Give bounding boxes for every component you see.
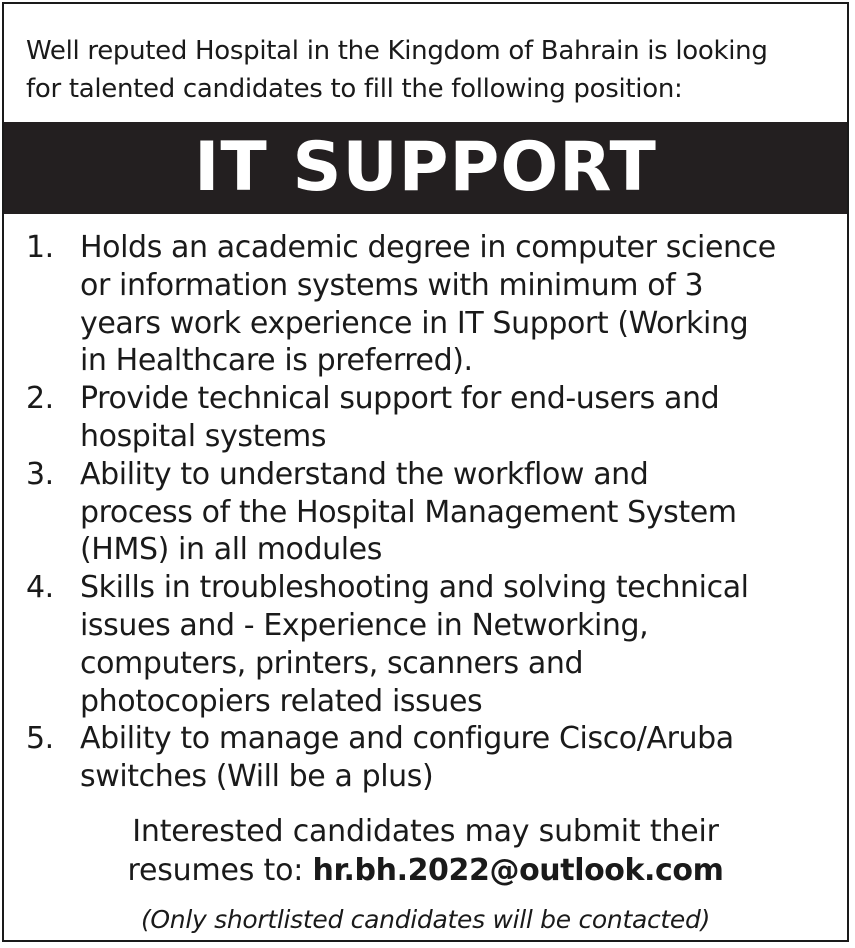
requirement-text: Ability to understand the workflow and process of the Hospital Management System (HMS) in all modules — [80, 456, 737, 568]
requirement-number: 3. — [26, 456, 54, 492]
requirement-number: 5. — [26, 721, 54, 757]
list-item — [26, 720, 841, 796]
contact-email-link[interactable]: hr.bh.2022@outlook.com — [312, 853, 724, 888]
contact-line-1: Interested candidates may submit their — [132, 814, 719, 849]
requirement-number: 1. — [26, 230, 54, 265]
shortlist-note: (Only shortlisted candidates will be contacted) — [140, 905, 711, 934]
contact-prefix: resumes to: — [127, 853, 304, 888]
requirements-list — [26, 229, 841, 796]
contact-line-2 — [4, 851, 847, 890]
list-item — [26, 456, 841, 569]
requirement-text: Holds an academic degree in computer science or information systems with minimum of 3 years work experience in IT Support (Working in Healthcare is preferred). — [80, 230, 776, 379]
position-title: IT SUPPORT — [194, 128, 657, 207]
requirement-text: Ability to manage and configure Cisco/Aruba switches (Will be a plus) — [80, 721, 734, 795]
intro-line-2: for talented candidates to fill the following position: — [26, 74, 683, 104]
requirement-text: Skills in troubleshooting and solving technical issues and - Experience in Networking, computers, printers, scanners and photocopiers related issues — [80, 570, 749, 719]
list-item — [26, 380, 841, 456]
list-item — [26, 569, 841, 720]
position-title-banner — [4, 122, 847, 214]
contact-block — [4, 812, 847, 890]
intro-line-1: Well reputed Hospital in the Kingdom of Bahrain is looking — [26, 36, 768, 66]
requirement-text: Provide technical support for end-users and hospital systems — [80, 381, 720, 454]
list-item — [26, 229, 841, 380]
requirement-number: 4. — [26, 570, 54, 606]
job-advertisement — [2, 2, 849, 942]
requirement-number: 2. — [26, 381, 54, 417]
intro-text — [26, 32, 841, 108]
